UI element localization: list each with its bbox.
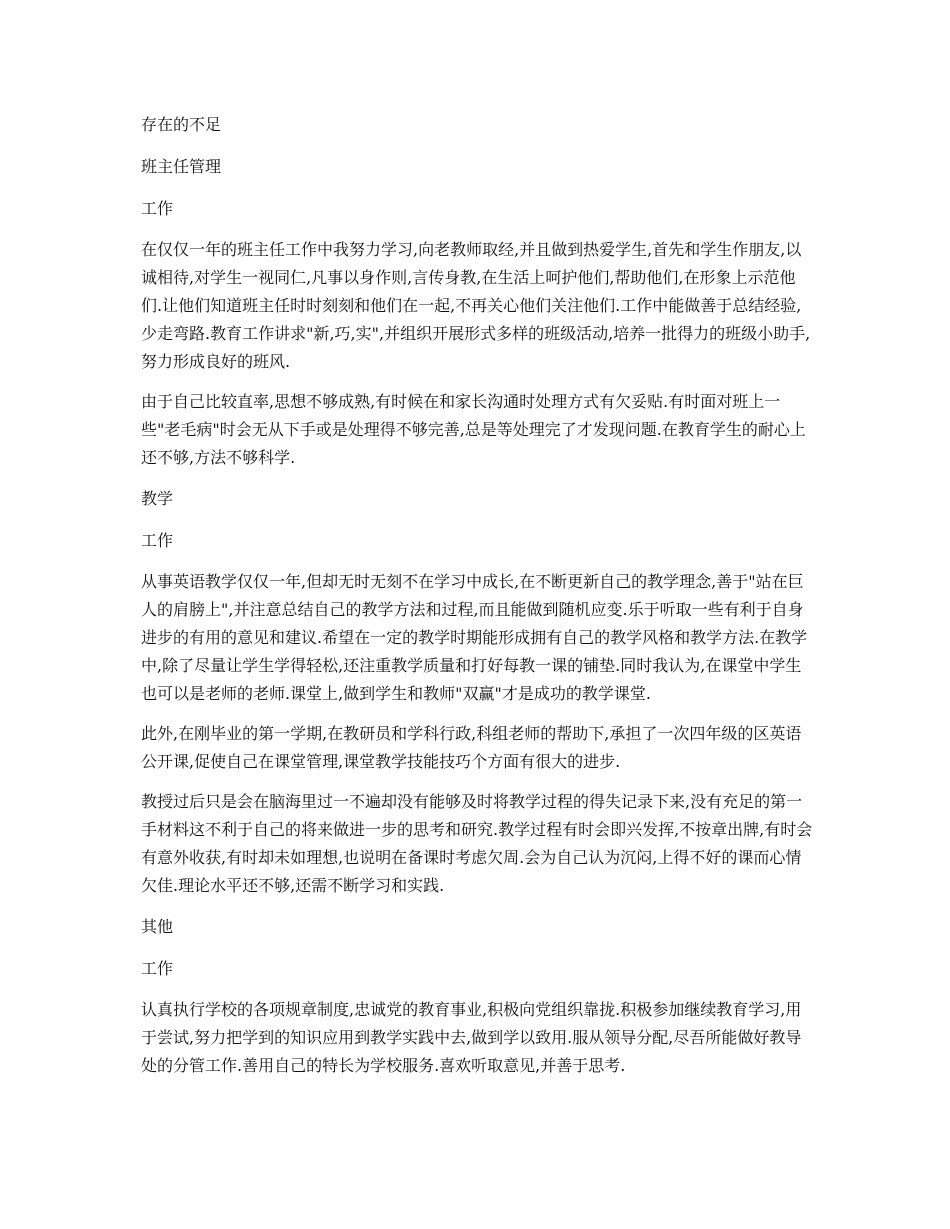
- paragraph-class-teacher-work: 在仅仅一年的班主任工作中我努力学习,向老教师取经,并且做到热爱学生,首先和学生作朋友,以诚相待,对学生一视同仁,凡事以身作则,言传身教,在生活上呵护他们,帮助他们,在形象上示范他们.让他们知道班主任时时刻刻和他们在一起,不再关心他们关注他们.工作中能做善于总结经验,少走弯路.教育工作讲求"新,巧,实",并组织开展形式多样的班级活动,培养一批得力的班级小助手,努力形成良好的班风.: [141, 240, 811, 371]
- section-heading-shortcomings: 存在的不足: [141, 115, 222, 134]
- section-heading-class-teacher: 班主任管理: [141, 157, 222, 176]
- paragraph-teaching-shortcomings: 教授过后只是会在脑海里过一不遍却没有能够及时将教学过程的得失记录下来,没有充足的第一手材料这不利于自己的将来做进一步的思考和研究.教学过程有时会即兴发挥,不按章出牌,有时会有意外收获,有时却未如理想,也说明在备课时考虑欠周.会为自己认为沉闷,上得不好的课而心情欠佳.理论水平还不够,还需不断学习和实践.: [141, 792, 813, 895]
- section-heading-work: 工作: [141, 959, 174, 978]
- document-body: [141, 110, 813, 1092]
- section-heading-teaching: 教学: [141, 489, 174, 508]
- section-heading-other: 其他: [141, 917, 174, 936]
- paragraph-open-class: 此外,在刚毕业的第一学期,在教研员和学科行政,科组老师的帮助下,承担了一次四年级的区英语公开课,促使自己在课堂管理,课堂教学技能技巧个方面有很大的进步.: [141, 724, 802, 771]
- section-heading-work: 工作: [141, 199, 174, 218]
- paragraph-class-teacher-shortcomings: 由于自己比较直率,思想不够成熟,有时候在和家长沟通时处理方式有欠妥贴.有时面对班上一些"老毛病"时会无从下手或是处理得不够完善,总是等处理完了才发现问题.在教育学生的耐心上还不够,方法不够科学.: [141, 392, 806, 467]
- paragraph-teaching-work: 从事英语教学仅仅一年,但却无时无刻不在学习中成长,在不断更新自己的教学理念,善于"站在巨人的肩膀上",并注意总结自己的教学方法和过程,而且能做到随机应变.乐于听取一些有利于自身进步的有用的意见和建议.希望在一定的教学时期能形成拥有自己的教学风格和教学方法.在教学中,除了尽量让学生学得轻松,还注重教学质量和打好每教一课的铺垫.同时我认为,在课堂中学生也可以是老师的老师.课堂上,做到学生和教师"双赢"才是成功的教学课堂.: [141, 572, 808, 703]
- section-heading-work: 工作: [141, 531, 174, 550]
- paragraph-other-work: 认真执行学校的各项规章制度,忠诚党的教育事业,积极向党组织靠拢.积极参加继续教育学习,用于尝试,努力把学到的知识应用到教学实践中去,做到学以致用.服从领导分配,尽吾所能做好教导处的分管工作.善用自己的特长为学校服务.喜欢听取意见,并善于思考.: [141, 1000, 802, 1075]
